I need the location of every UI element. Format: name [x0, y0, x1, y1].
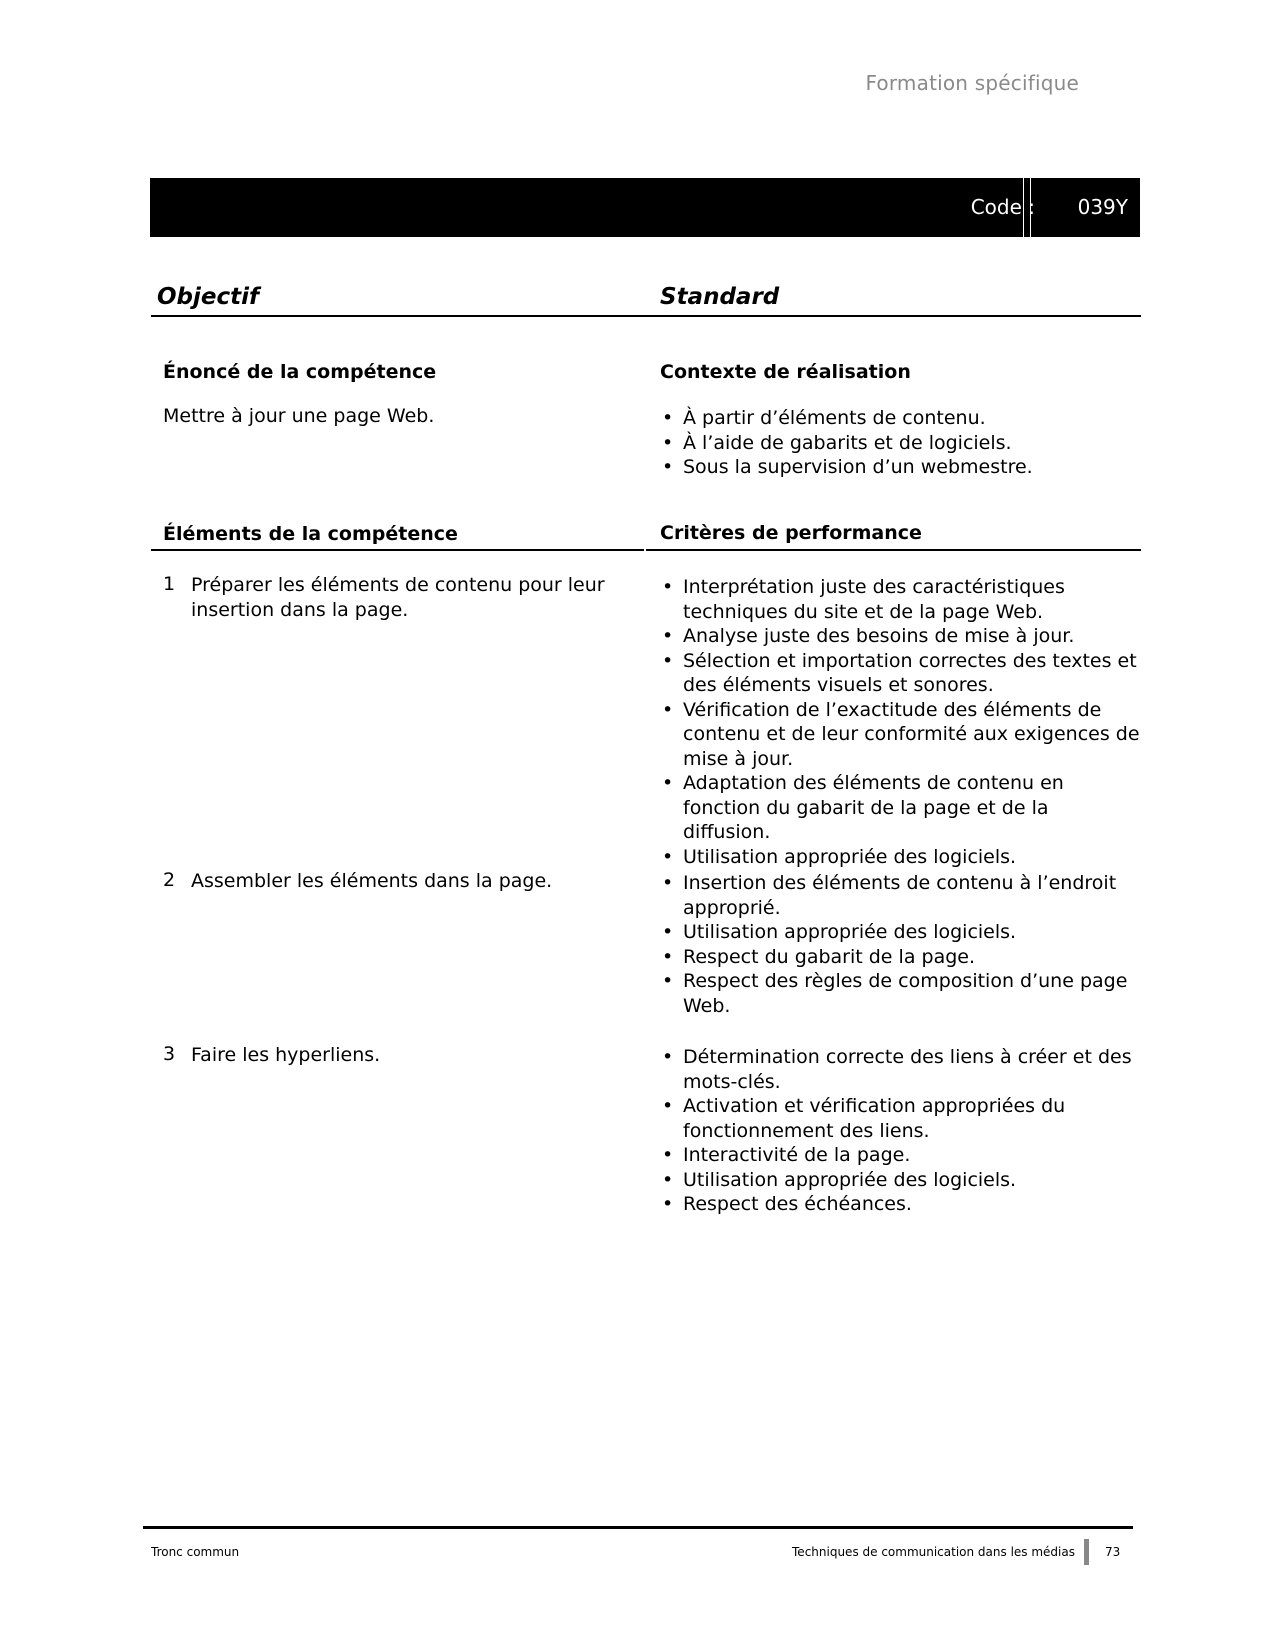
section-label: Formation spécifique	[865, 71, 1079, 95]
footer-right: Techniques de communication dans les médias	[792, 1545, 1075, 1559]
context-list	[660, 406, 1140, 480]
competence-statement: Mettre à jour une page Web.	[163, 405, 435, 427]
column-title-rule	[151, 315, 1141, 317]
elements-title: Éléments de la compétence	[163, 523, 458, 545]
code-separator	[1023, 178, 1031, 237]
bullet-item: • Utilisation appropriée des logiciels.	[660, 1168, 1140, 1193]
footer-rule	[143, 1526, 1133, 1529]
element-number: 2	[163, 869, 176, 891]
bullet-item: • Respect du gabarit de la page.	[660, 945, 1140, 970]
bullet-item: • Sélection et importation correctes des textes et des éléments visuels et sonores.	[660, 649, 1140, 698]
bullet-item: • Activation et vérification appropriées du fonctionnement des liens.	[660, 1094, 1140, 1143]
criteria-title: Critères de performance	[660, 522, 922, 544]
page-number: 73	[1105, 1545, 1121, 1559]
bullet-item: • Respect des échéances.	[660, 1192, 1140, 1217]
element-number: 3	[163, 1043, 176, 1065]
element-text: Préparer les éléments de contenu pour leur insertion dans la page.	[191, 574, 605, 621]
element-text: Faire les hyperliens.	[191, 1044, 381, 1066]
bullet-item: • Vérification de l’exactitude des éléments de contenu et de leur conformité aux exigences de mise à jour.	[660, 698, 1140, 772]
bullet-item: • À partir d’éléments de contenu.	[660, 406, 1140, 431]
bullet-item: • Interprétation juste des caractéristiques techniques du site et de la page Web.	[660, 575, 1140, 624]
footer-left: Tronc commun	[151, 1545, 240, 1559]
bullet-item: • Interactivité de la page.	[660, 1143, 1140, 1168]
bullet-item: • Analyse juste des besoins de mise à jour.	[660, 624, 1140, 649]
competence-title: Énoncé de la compétence	[163, 361, 437, 383]
criteria-list	[660, 1045, 1140, 1217]
code-value: 039Y	[1077, 195, 1128, 219]
criteria-list	[660, 575, 1140, 869]
bullet-item: • Sous la supervision d’un webmestre.	[660, 455, 1140, 480]
bullet-item: • Utilisation appropriée des logiciels.	[660, 920, 1140, 945]
code-label: Code :	[970, 195, 1035, 219]
code-bar	[150, 178, 1140, 237]
bullet-item: • Adaptation des éléments de contenu en fonction du gabarit de la page et de la diffusion.	[660, 771, 1140, 845]
standard-title: Standard	[660, 284, 780, 310]
bullet-item: • Respect des règles de composition d’une page Web.	[660, 969, 1140, 1018]
elements-title-rule	[151, 549, 644, 551]
objective-title: Objectif	[157, 284, 260, 310]
bullet-item: • Détermination correcte des liens à créer et des mots-clés.	[660, 1045, 1140, 1094]
criteria-list	[660, 871, 1140, 1018]
bullet-item: • Utilisation appropriée des logiciels.	[660, 845, 1140, 870]
bullet-item: • À l’aide de gabarits et de logiciels.	[660, 431, 1140, 456]
element-text: Assembler les éléments dans la page.	[191, 870, 553, 892]
bullet-item: • Insertion des éléments de contenu à l’endroit approprié.	[660, 871, 1140, 920]
context-title: Contexte de réalisation	[660, 361, 911, 383]
footer-marker	[1084, 1539, 1089, 1565]
element-number: 1	[163, 573, 176, 595]
criteria-title-rule	[646, 549, 1141, 551]
